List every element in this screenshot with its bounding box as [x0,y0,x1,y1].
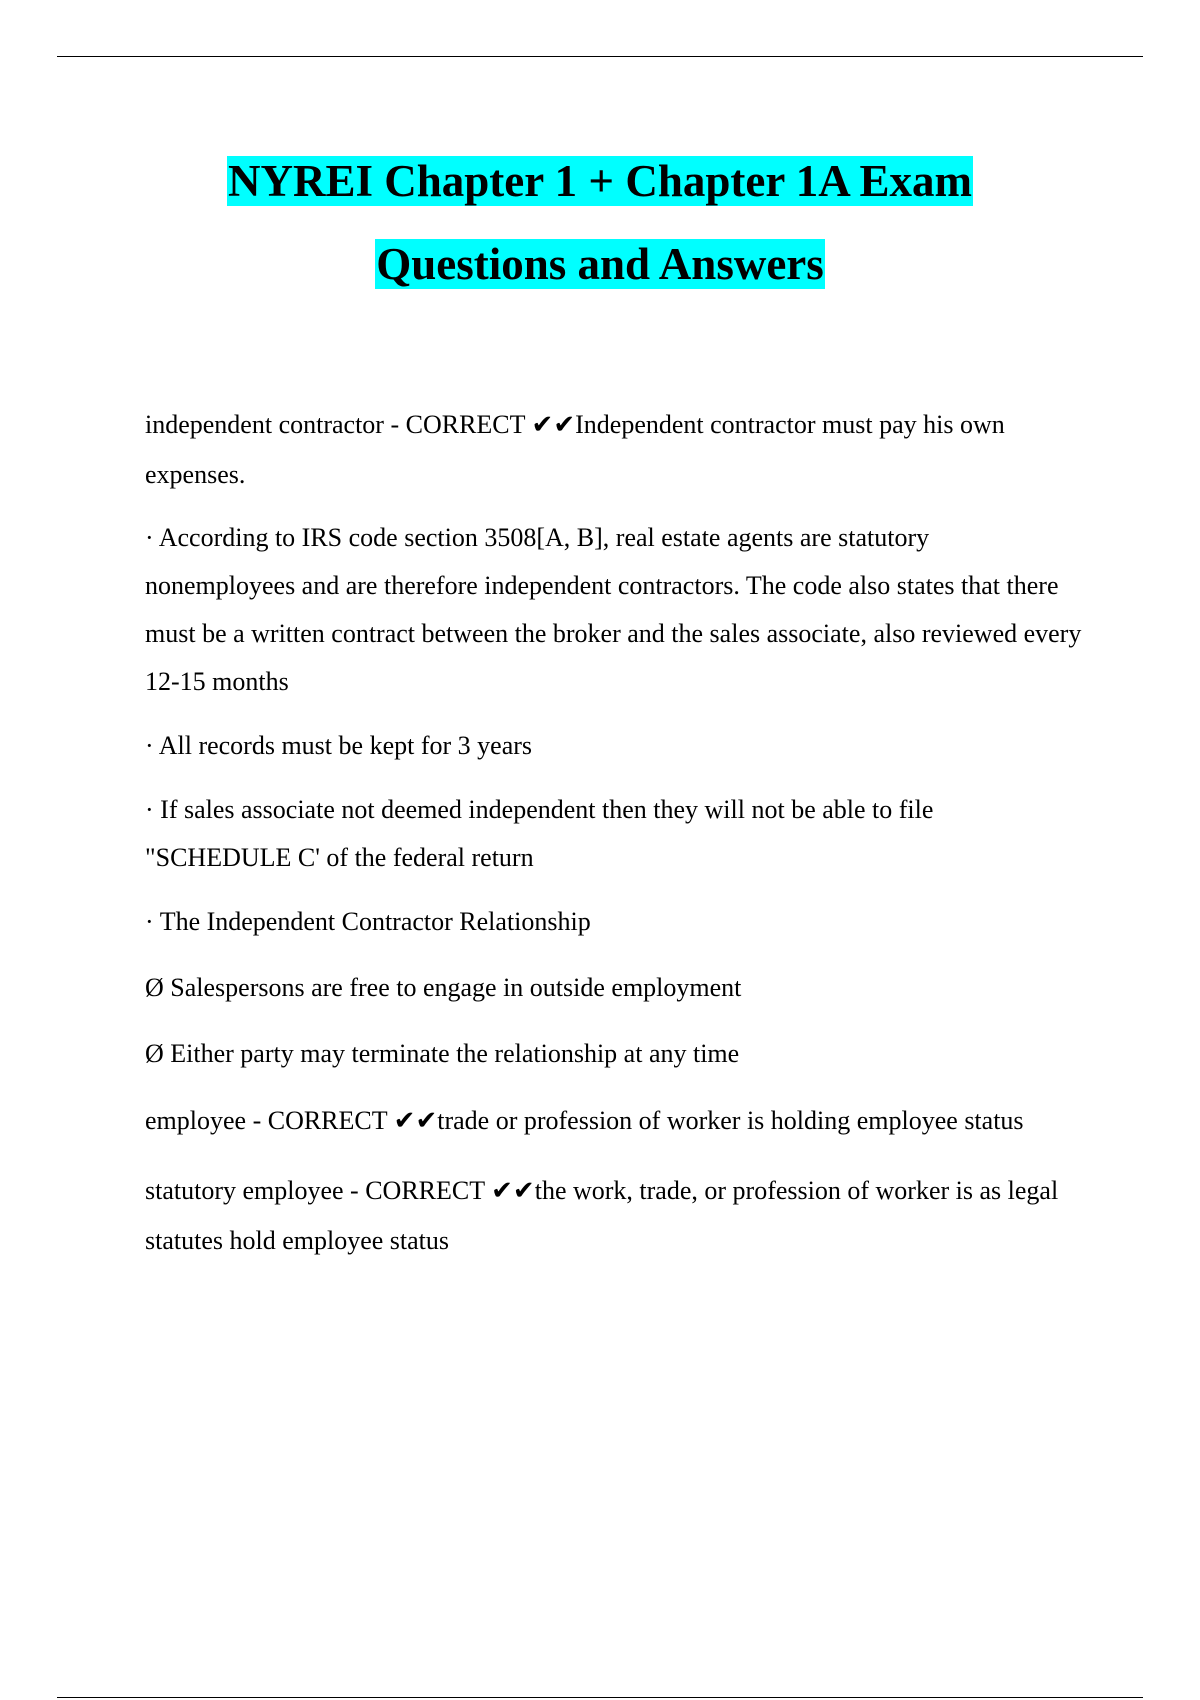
bullet-schedule-c: · If sales associate not deemed independent then they will not be able to file "SCHEDULE C' of the federal return [145,795,934,872]
document-body [145,400,1085,1266]
bullet-relationship: · The Independent Contractor Relationship [145,907,591,936]
title-line-2: Questions and Answers [376,239,824,289]
qa-employee: employee - CORRECT ✔✔trade or profession of worker is holding employee status [145,1106,1024,1135]
top-rule [57,56,1143,57]
sub-bullet-outside-employment: Ø Salespersons are free to engage in outside employment [145,973,742,1002]
qa-statutory-employee: statutory employee - CORRECT ✔✔the work, trade, or profession of worker is as legal statutes hold employee status [145,1176,1059,1255]
bullet-irs-code: · According to IRS code section 3508[A, B], real estate agents are statutory nonemployees and are therefore independent contractors. The code also states that there must be a written contract between the broker and the sales associate, also reviewed every 12-15 months [145,523,1082,696]
qa-independent-contractor: independent contractor - CORRECT ✔✔Independent contractor must pay his own expenses. [145,410,1005,489]
bullet-records: · All records must be kept for 3 years [145,731,533,760]
title-line-1: NYREI Chapter 1 + Chapter 1A Exam [227,156,973,206]
bottom-rule [57,1697,1143,1698]
sub-bullet-terminate: Ø Either party may terminate the relationship at any time [145,1039,740,1068]
document-title [0,140,1200,306]
